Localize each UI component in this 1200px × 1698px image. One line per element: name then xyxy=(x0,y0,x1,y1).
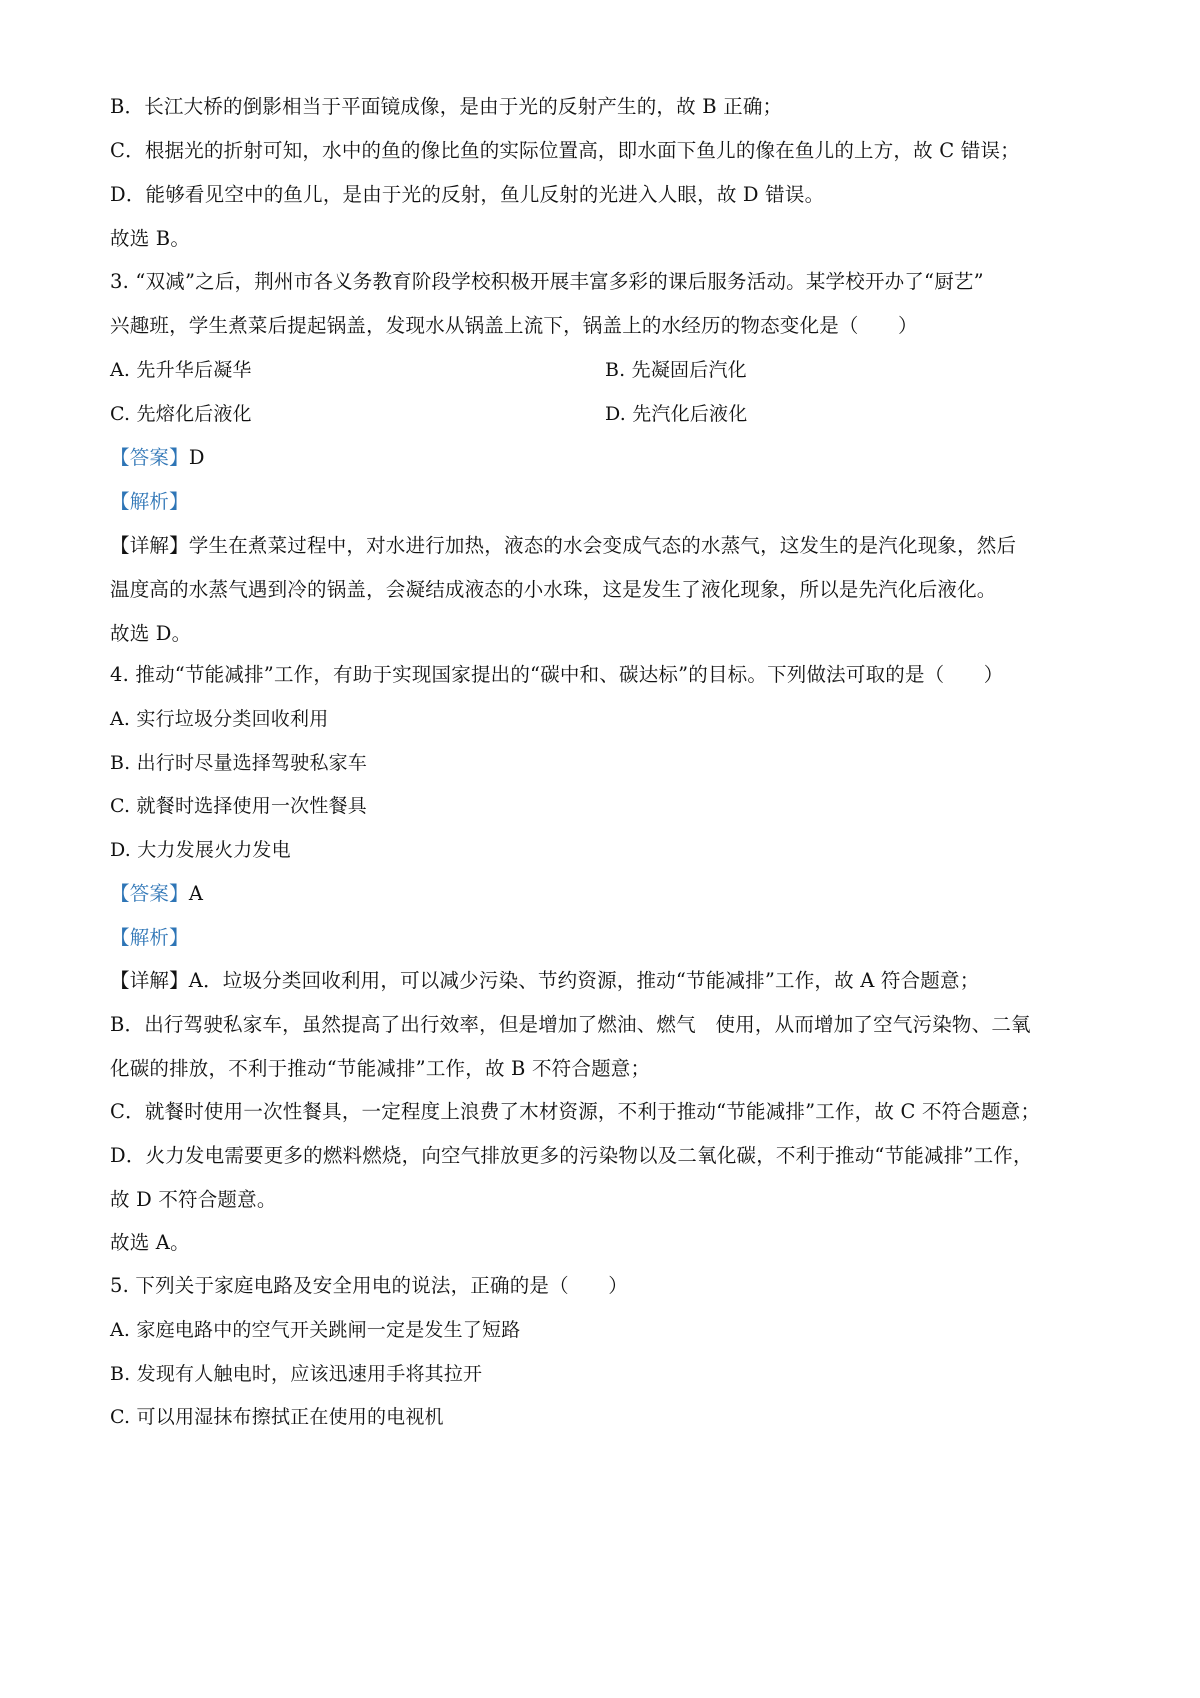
q2-explain-b: B．长江大桥的倒影相当于平面镜成像，是由于光的反射产生的，故 B 正确； xyxy=(110,95,783,118)
q5-option-c: C. 可以用湿抹布擦拭正在使用的电视机 xyxy=(110,1406,444,1428)
q4-detail-line1: 【详解】A．垃圾分类回收利用，可以减少污染、节约资源，推动“节能减排”工作，故 A 符合题意； xyxy=(110,969,980,992)
q3-option-d: D. 先汽化后液化 xyxy=(605,403,748,425)
q2-conclusion: 故选 B。 xyxy=(110,227,191,250)
q5-option-a: A. 家庭电路中的空气开关跳闸一定是发生了短路 xyxy=(110,1319,521,1341)
q4-option-a: A. 实行垃圾分类回收利用 xyxy=(110,708,329,730)
q5-stem: 5. 下列关于家庭电路及安全用电的说法，正确的是（ ） xyxy=(110,1274,628,1297)
q3-answer-tag: 【答案】 xyxy=(110,446,189,469)
q3-detail-line2: 温度高的水蒸气遇到冷的锅盖，会凝结成液态的小水珠，这是发生了液化现象，所以是先汽化后液化。 xyxy=(110,578,997,601)
q4-analysis-tag: 【解析】 xyxy=(110,926,189,949)
q3-analysis-tag: 【解析】 xyxy=(110,490,189,513)
q2-explain-c: C．根据光的折射可知，水中的鱼的像比鱼的实际位置高，即水面下鱼儿的像在鱼儿的上方，故 C 错误； xyxy=(110,139,1020,162)
q3-stem-line1: 3. “双减”之后，荆州市各义务教育阶段学校积极开展丰富多彩的课后服务活动。某学校开办了“厨艺” xyxy=(110,270,984,293)
q4-conclusion: 故选 A。 xyxy=(110,1231,190,1254)
q3-option-b: B. 先凝固后汽化 xyxy=(605,359,747,381)
q3-option-a: A. 先升华后凝华 xyxy=(110,359,252,381)
q3-conclusion: 故选 D。 xyxy=(110,622,192,645)
q4-detail-line5: D．火力发电需要更多的燃料燃烧，向空气排放更多的污染物以及二氧化碳，不利于推动“节能减排”工作， xyxy=(110,1144,1033,1167)
q3-answer xyxy=(110,444,205,472)
q5-option-b: B. 发现有人触电时，应该迅速用手将其拉开 xyxy=(110,1363,483,1385)
q3-answer-value: D xyxy=(188,446,205,469)
q4-answer-tag: 【答案】 xyxy=(110,882,189,905)
q4-option-d: D. 大力发展火力发电 xyxy=(110,839,291,861)
q2-explain-d: D．能够看见空中的鱼儿，是由于光的反射，鱼儿反射的光进入人眼，故 D 错误。 xyxy=(110,183,825,206)
q4-detail-line2: B．出行驾驶私家车，虽然提高了出行效率，但是增加了燃油、燃气 使用，从而增加了空气污染物、二氧 xyxy=(110,1013,1031,1036)
q4-stem: 4. 推动“节能减排”工作，有助于实现国家提出的“碳中和、碳达标”的目标。下列做法可取的是（ ） xyxy=(110,663,1004,686)
q4-answer xyxy=(110,880,203,908)
q4-answer-value: A xyxy=(188,882,204,905)
q3-option-c: C. 先熔化后液化 xyxy=(110,403,252,425)
q3-detail-line1: 【详解】学生在煮菜过程中，对水进行加热，液态的水会变成气态的水蒸气，这发生的是汽化现象，然后 xyxy=(110,534,1017,557)
q4-detail-line4: C．就餐时使用一次性餐具，一定程度上浪费了木材资源，不利于推动“节能减排”工作，故 C 不符合题意； xyxy=(110,1100,1041,1123)
q4-option-c: C. 就餐时选择使用一次性餐具 xyxy=(110,795,367,817)
q3-stem-line2: 兴趣班，学生煮菜后提起锅盖，发现水从锅盖上流下，锅盖上的水经历的物态变化是（ ） xyxy=(110,314,918,337)
q4-detail-line3: 化碳的排放，不利于推动“节能减排”工作，故 B 不符合题意； xyxy=(110,1057,651,1080)
q4-option-b: B. 出行时尽量选择驾驶私家车 xyxy=(110,752,368,774)
q4-detail-line6: 故 D 不符合题意。 xyxy=(110,1188,277,1211)
